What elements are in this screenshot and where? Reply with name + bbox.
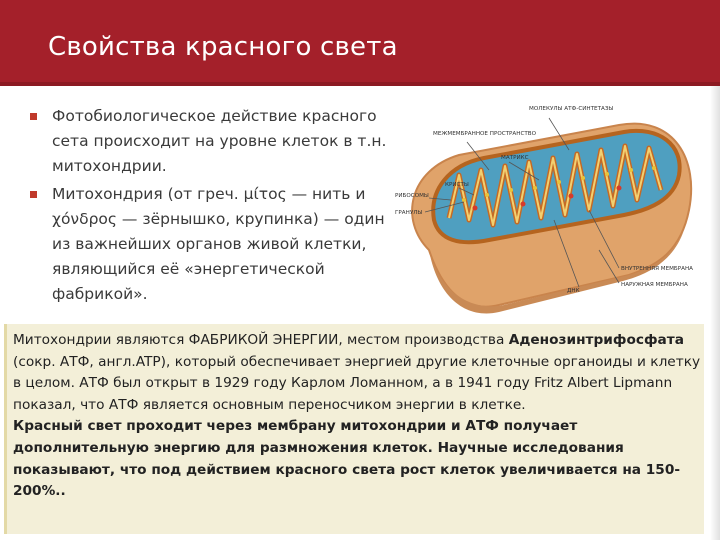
bullet-text: (от греч. μίτος — нить и χόνδρος — зёрнышко, крупинка) — один из важнейших органов живой клетки, являющийся её «энергетической фабрикой». bbox=[52, 185, 385, 303]
slide-title-bar bbox=[0, 0, 720, 86]
info-text-red-light: Красный свет проходит через мембрану митохондрии и АТФ получает дополнительную энергию для размножения клеток. Научные исследования показывают, что под действием красного света рост клеток увеличивается на 150-200%.. bbox=[13, 418, 681, 500]
info-paragraph-red-light bbox=[13, 416, 703, 502]
info-term-atp: Аденозинтрифосфата bbox=[508, 332, 684, 348]
label-atp-synthase: МОЛЕКУЛЫ АТФ-СИНТЕТАЗЫ bbox=[529, 106, 614, 112]
label-outer-membrane: НАРУЖНАЯ МЕМБРАНА bbox=[621, 282, 688, 288]
mitochondrion-illustration bbox=[389, 100, 705, 322]
info-box bbox=[4, 324, 704, 534]
label-dna: ДНК bbox=[567, 288, 580, 294]
slide-edge-shadow bbox=[710, 86, 720, 540]
bullet-list bbox=[30, 104, 390, 310]
label-ribosomes: РИБОСОМЫ bbox=[395, 193, 429, 199]
bullet-item-photobiology bbox=[30, 104, 390, 179]
info-text-a: Митохондрии являются ФАБРИКОЙ ЭНЕРГИИ, местом производства bbox=[13, 332, 505, 348]
bullet-item-mitochondria bbox=[30, 182, 390, 307]
bullet-text: Фотобиологическое действие красного сета происходит на уровне клеток в т.н. митохондрии. bbox=[52, 107, 387, 175]
info-paragraph-atp bbox=[13, 330, 703, 416]
info-box-text bbox=[13, 330, 703, 503]
label-cristae: КРИСТЫ bbox=[445, 182, 469, 188]
bullet-marker bbox=[30, 113, 37, 120]
label-matrix: МАТРИКС bbox=[501, 155, 529, 161]
bullet-marker bbox=[30, 191, 37, 198]
slide-title: Свойства красного света bbox=[48, 32, 398, 62]
mitochondrion-svg bbox=[389, 100, 705, 322]
label-inner-membrane: ВНУТРЕННЯЯ МЕМБРАНА bbox=[621, 266, 693, 272]
bullet-term: Митохондрия bbox=[52, 185, 163, 203]
label-intermembrane: МЕЖМЕМБРАННОЕ ПРОСТРАНСТВО bbox=[433, 131, 537, 137]
info-text-c: (сокр. АТФ, англ.ATP), который обеспечивает энергией другие клеточные органоиды и клетку в целом. АТФ был открыт в 1929 году Карлом Ломанном, а в 1941 году Fritz Albert Lipmann показал, что АТФ является основным переносчиком энергии в клетке. bbox=[13, 353, 701, 413]
label-granules: ГРАНУЛЫ bbox=[395, 210, 423, 216]
